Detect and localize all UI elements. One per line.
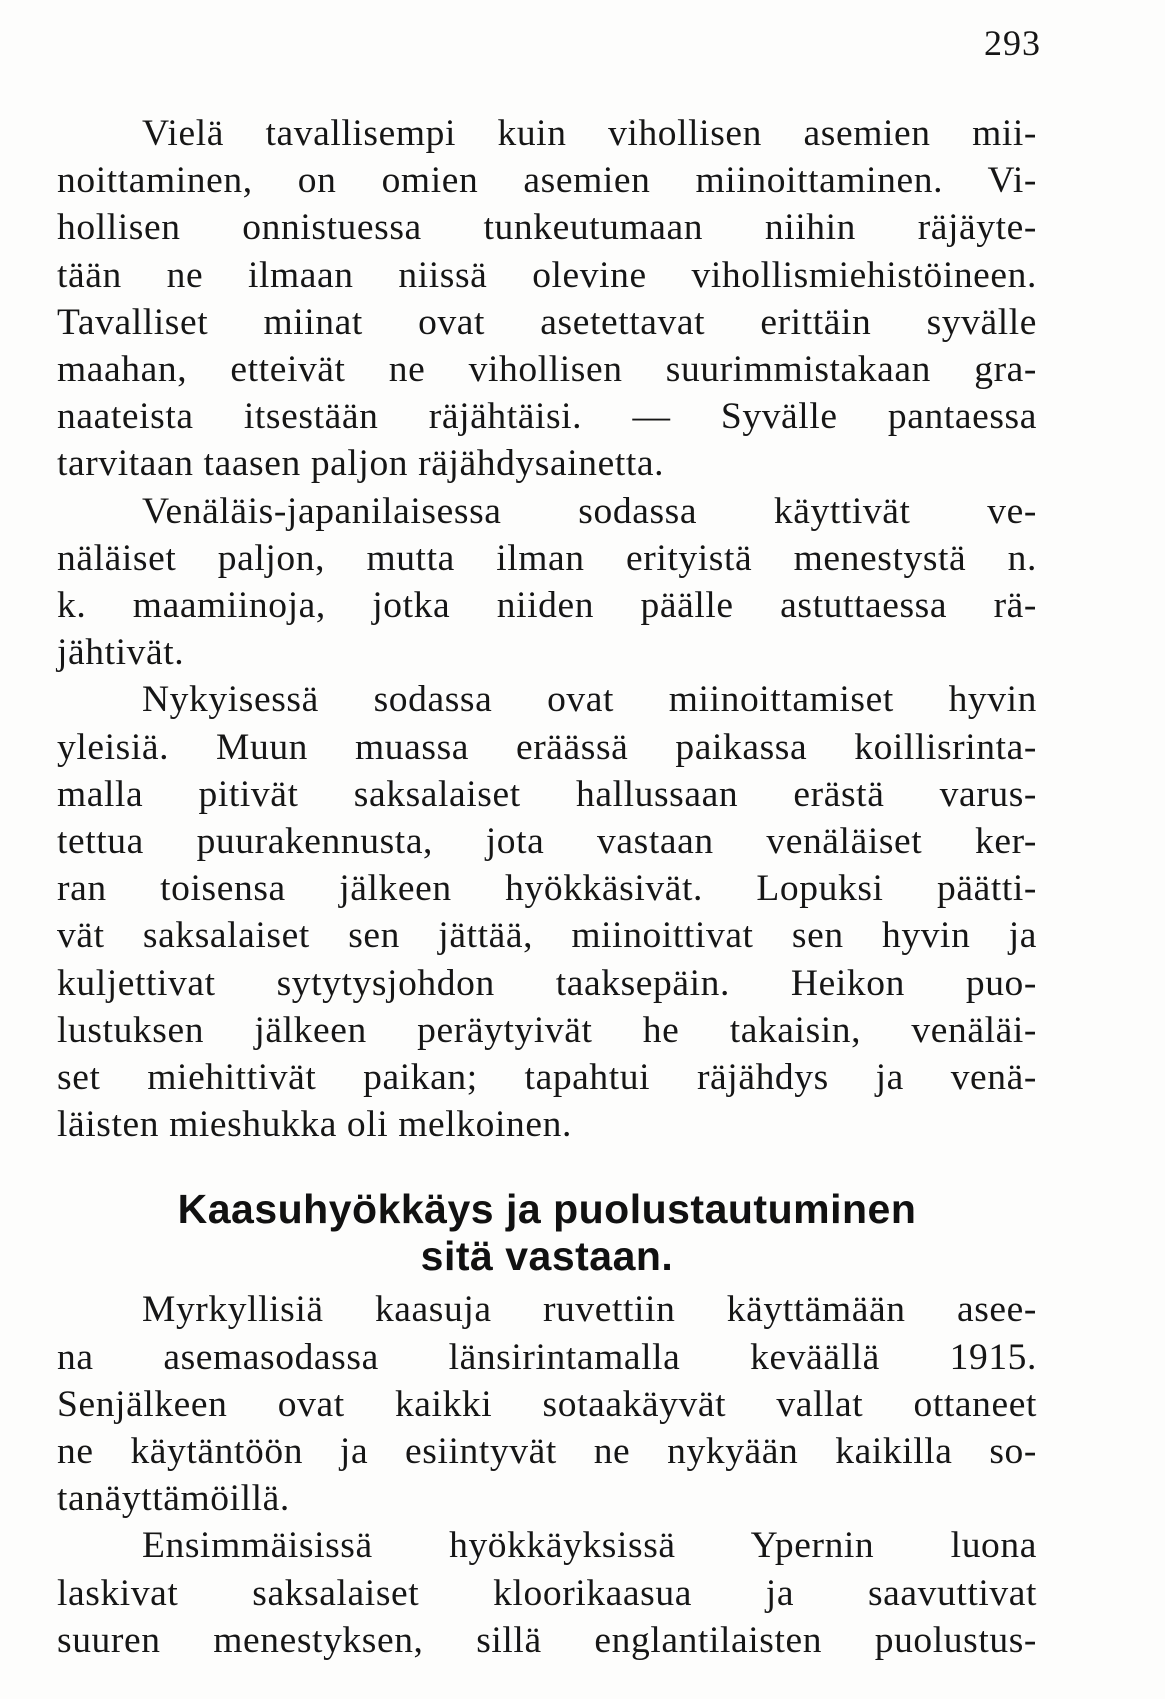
paragraph-russo-japanese bbox=[57, 488, 1037, 677]
text-line: Tavalliset miinat ovat asetettavat erittäin syvälle bbox=[57, 301, 1037, 343]
text-line: yleisiä. Muun muassa eräässä paikassa koillisrinta- bbox=[57, 726, 1037, 768]
text-line: Vielä tavallisempi kuin vihollisen asemien mii- bbox=[142, 113, 1037, 154]
section-heading-line-1: Kaasuhyökkäys ja puolustautuminen bbox=[177, 1186, 917, 1233]
text-line: set miehittivät paikan; tapahtui räjähdys ja venä- bbox=[57, 1057, 1037, 1099]
paragraph-current-war bbox=[57, 676, 1037, 1148]
text-line: Venäläis-japanilaisessa sodassa käyttivät ve- bbox=[142, 490, 1037, 532]
text-line: maahan, etteivät ne vihollisen suurimmistakaan gra- bbox=[57, 349, 1037, 391]
paragraph-poison-gas bbox=[57, 1286, 1037, 1522]
text-line: noittaminen, on omien asemien miinoittaminen. Vi- bbox=[57, 160, 1037, 202]
text-line: hollisen onnistuessa tunkeutumaan niihin räjäyte- bbox=[57, 207, 1037, 249]
text-line: tään ne ilmaan niissä olevine vihollismiehistöineen. bbox=[57, 254, 1037, 296]
text-line: jähtivät. bbox=[57, 632, 185, 674]
text-line: Ensimmäisissä hyökkäyksissä Ypernin luona bbox=[142, 1525, 1037, 1567]
text-line: lustuksen jälkeen peräytyivät he takaisin, venäläi- bbox=[57, 1009, 1037, 1051]
section-heading-line-2: sitä vastaan. bbox=[420, 1233, 674, 1280]
text-line: Myrkyllisiä kaasuja ruvettiin käyttämään asee- bbox=[142, 1289, 1037, 1331]
text-line: tanäyttämöillä. bbox=[57, 1478, 290, 1520]
page-number: 293 bbox=[984, 23, 1041, 63]
section-heading bbox=[57, 1186, 1037, 1280]
text-line: kuljettivat sytytysjohdon taaksepäin. Heikon puo- bbox=[57, 962, 1037, 1004]
paragraph-ypres bbox=[57, 1522, 1037, 1664]
text-line: k. maamiinoja, jotka niiden päälle astuttaessa rä- bbox=[57, 585, 1037, 627]
text-line: näläiset paljon, mutta ilman erityistä menestystä n. bbox=[57, 537, 1037, 579]
text-line: Senjälkeen ovat kaikki sotaakäyvät vallat ottaneet bbox=[57, 1383, 1037, 1425]
text-line: tarvitaan taasen paljon räjähdysainetta. bbox=[57, 443, 665, 485]
text-line: läisten mieshukka oli melkoinen. bbox=[57, 1104, 572, 1146]
text-line: vät saksalaiset sen jättää, miinoittivat sen hyvin ja bbox=[57, 915, 1037, 957]
text-line: na asemasodassa länsirintamalla keväällä 1915. bbox=[57, 1336, 1037, 1378]
text-line: ne käytäntöön ja esiintyvät ne nykyään kaikilla so- bbox=[57, 1431, 1037, 1473]
text-line: Nykyisessä sodassa ovat miinoittamiset hyvin bbox=[142, 679, 1037, 721]
text-line: suuren menestyksen, sillä englantilaisten puolustus- bbox=[57, 1619, 1037, 1661]
text-line: naateista itsestään räjähtäisi. — Syvälle pantaessa bbox=[57, 396, 1037, 438]
paragraph-enemy-mines bbox=[57, 110, 1037, 488]
page-body bbox=[57, 110, 1037, 1664]
text-line: ran toisensa jälkeen hyökkäsivät. Lopuksi päätti- bbox=[57, 868, 1037, 910]
text-line: malla pitivät saksalaiset hallussaan erästä varus- bbox=[57, 773, 1037, 815]
text-line: tettua puurakennusta, jota vastaan venäläiset ker- bbox=[57, 821, 1037, 863]
text-line: laskivat saksalaiset kloorikaasua ja saavuttivat bbox=[57, 1572, 1037, 1614]
